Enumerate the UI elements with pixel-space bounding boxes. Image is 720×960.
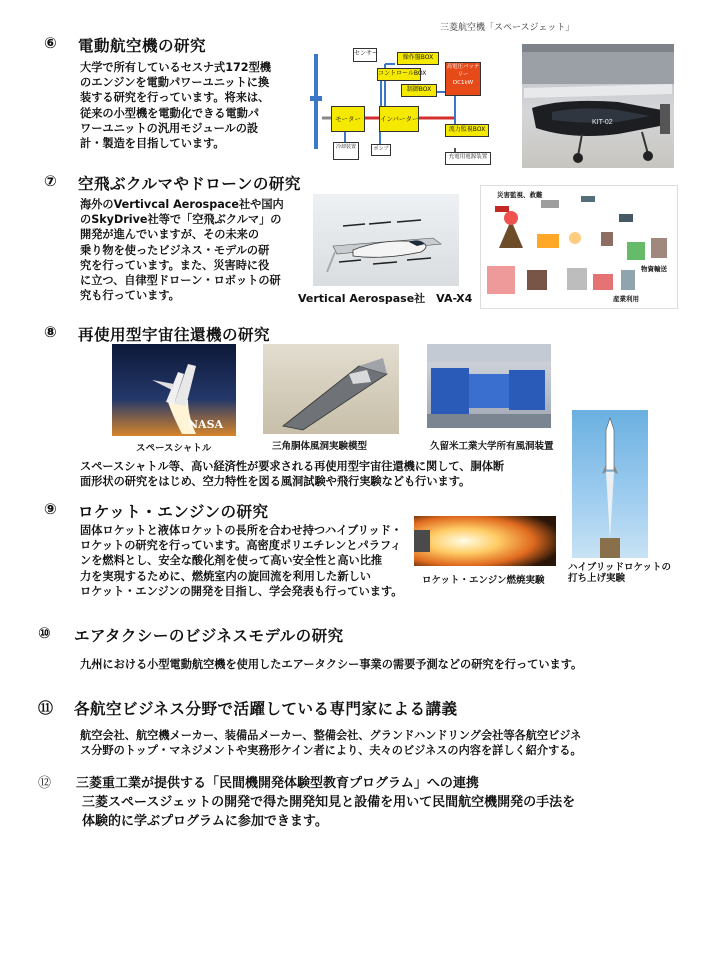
rocket-launch-photo — [572, 410, 648, 558]
header-cut-text: 三菱航空機「スペースジェット」 — [440, 23, 575, 33]
cessna-illustration — [522, 44, 674, 168]
evtol-illustration — [313, 194, 459, 286]
section-8-text: スペースシャトル等、高い経済性が要求される再使用型宇宙往還機に関して、胴体断 面形状の研究をはじめ、空力特性を図る風洞試験や飛行実験なども行います。 — [80, 460, 505, 489]
electric-powertrain-diagram — [305, 44, 513, 166]
section-12-text: 三菱スペースジェットの開発で得た開発知見と設備を用いて民間航空機開発の手法を 体験的に学ぶプログラムに参加できます。 — [82, 795, 576, 829]
engine-flame-illustration — [414, 516, 556, 566]
inverter-box: インバーター — [379, 106, 419, 132]
wind-tunnel-facility-photo — [427, 344, 551, 428]
section-6-number: ⑥ — [44, 34, 57, 52]
drone-usage-graphics — [481, 186, 677, 308]
engine-firing-photo — [414, 516, 556, 566]
section-11-number: ⑪ — [38, 699, 54, 717]
triangle-body-model — [263, 344, 399, 434]
section-9-number: ⑨ — [44, 500, 57, 518]
va-x4-caption: Vertical Aerospase社 VA-X4 — [298, 292, 473, 305]
controller-box: コントロールBOX — [377, 68, 421, 81]
section-11-text: 航空会社、航空機メーカー、装備品メーカー、整備会社、グランドハンドリング会社等各航空ビジネ ス分野のトップ・マネジメントや実務形ケイン者により、夫々のビジネスの内容を詳しく紹介する。 — [80, 729, 582, 758]
nasa-watermark: NASA — [188, 418, 224, 431]
section-12-title: 三菱重工業が提供する「民間機開発体験型教育プログラム」への連携 — [76, 776, 479, 791]
rocket-illustration — [572, 410, 648, 558]
section-7-text: 海外のVertivcal Aerospace社や国内 のSkyDrive社等で「空飛ぶクルマ」の 開発が進んでいますが、その未来の 乗り物を使ったビジネス・モデルの研 究を行っています。また、災害時に役 に立つ、自律型ドローン・ロボットの研 究も行っています。 — [80, 198, 284, 303]
motor-box: モーター — [331, 106, 365, 132]
drone-label-disaster: 災害監視、救難 — [497, 191, 543, 199]
control-box: 制御BOX — [401, 84, 437, 97]
wind-tunnel-facility-caption: 久留米工業大学所有風洞装置 — [430, 441, 554, 452]
operation-box: 操作盤BOX — [397, 52, 439, 65]
space-shuttle-caption: スペースシャトル — [136, 443, 212, 454]
engine-firing-caption: ロケット・エンジン燃焼実験 — [422, 575, 545, 586]
sensor-box: センサー — [353, 48, 377, 62]
cessna-photo — [522, 44, 674, 168]
section-7-title: 空飛ぶクルマやドローンの研究 — [78, 175, 301, 193]
wind-tunnel-illustration — [427, 344, 551, 428]
pump-box: ポンプ — [371, 144, 391, 156]
section-6-text: 大学で所有しているセスナ式172型機 のエンジンを電動パワーユニットに換 装する研究を行っています。将来は、 従来の小型機を電動化できる電動パ ワーユニットの汎用モジュールの設 計・製造を目指しています。 — [80, 61, 271, 151]
space-shuttle-photo — [112, 344, 236, 436]
drone-usage-illustration — [480, 185, 678, 309]
drone-label-logistics: 物資輸送 — [641, 265, 667, 273]
section-8-number: ⑧ — [44, 323, 57, 341]
section-9-text: 固体ロケットと液体ロケットの長所を合わせ持つハイブリッド・ ロケットの研究を行っています。高密度ポリエチレンとパラフィ ンを燃料とし、安全な酸化剤を使って高い安全性と高い比推 力を実現するために、燃焼室内の旋回流を利用した新しい ロケット・エンジンの開発を目指し、学会発表も行っています。 — [80, 524, 403, 598]
section-9-title: ロケット・エンジンの研究 — [78, 503, 269, 521]
battery-box: 高電圧バッテリー DC1kW — [445, 62, 481, 96]
distribution-box: 流力監視BOX — [445, 124, 489, 137]
aircraft-registration: KIT-02 — [592, 119, 613, 126]
drone-label-industry: 産業利用 — [613, 295, 639, 303]
charger-box: 充電用電源装置 — [445, 152, 491, 165]
section-10-text: 九州における小型電動航空機を使用したエアータクシー事業の需要予測などの研究を行っています。 — [80, 658, 583, 671]
cooler-box: 冷却装置 — [333, 142, 359, 160]
section-8-title: 再使用型宇宙往還機の研究 — [78, 326, 271, 344]
va-x4-photo — [313, 194, 459, 286]
wind-tunnel-model-photo — [263, 344, 399, 434]
wind-tunnel-model-caption: 三角胴体風洞実験模型 — [272, 441, 368, 452]
section-10-title: エアタクシーのビジネスモデルの研究 — [74, 627, 344, 645]
section-10-number: ⑩ — [38, 624, 51, 642]
section-7-number: ⑦ — [44, 172, 57, 190]
section-11-title: 各航空ビジネス分野で活躍している専門家による講義 — [74, 700, 458, 718]
rocket-launch-caption: ハイブリッドロケットの 打ち上げ実験 — [568, 562, 671, 584]
section-6-title: 電動航空機の研究 — [78, 37, 207, 55]
section-12-number: ⑫ — [38, 776, 52, 791]
